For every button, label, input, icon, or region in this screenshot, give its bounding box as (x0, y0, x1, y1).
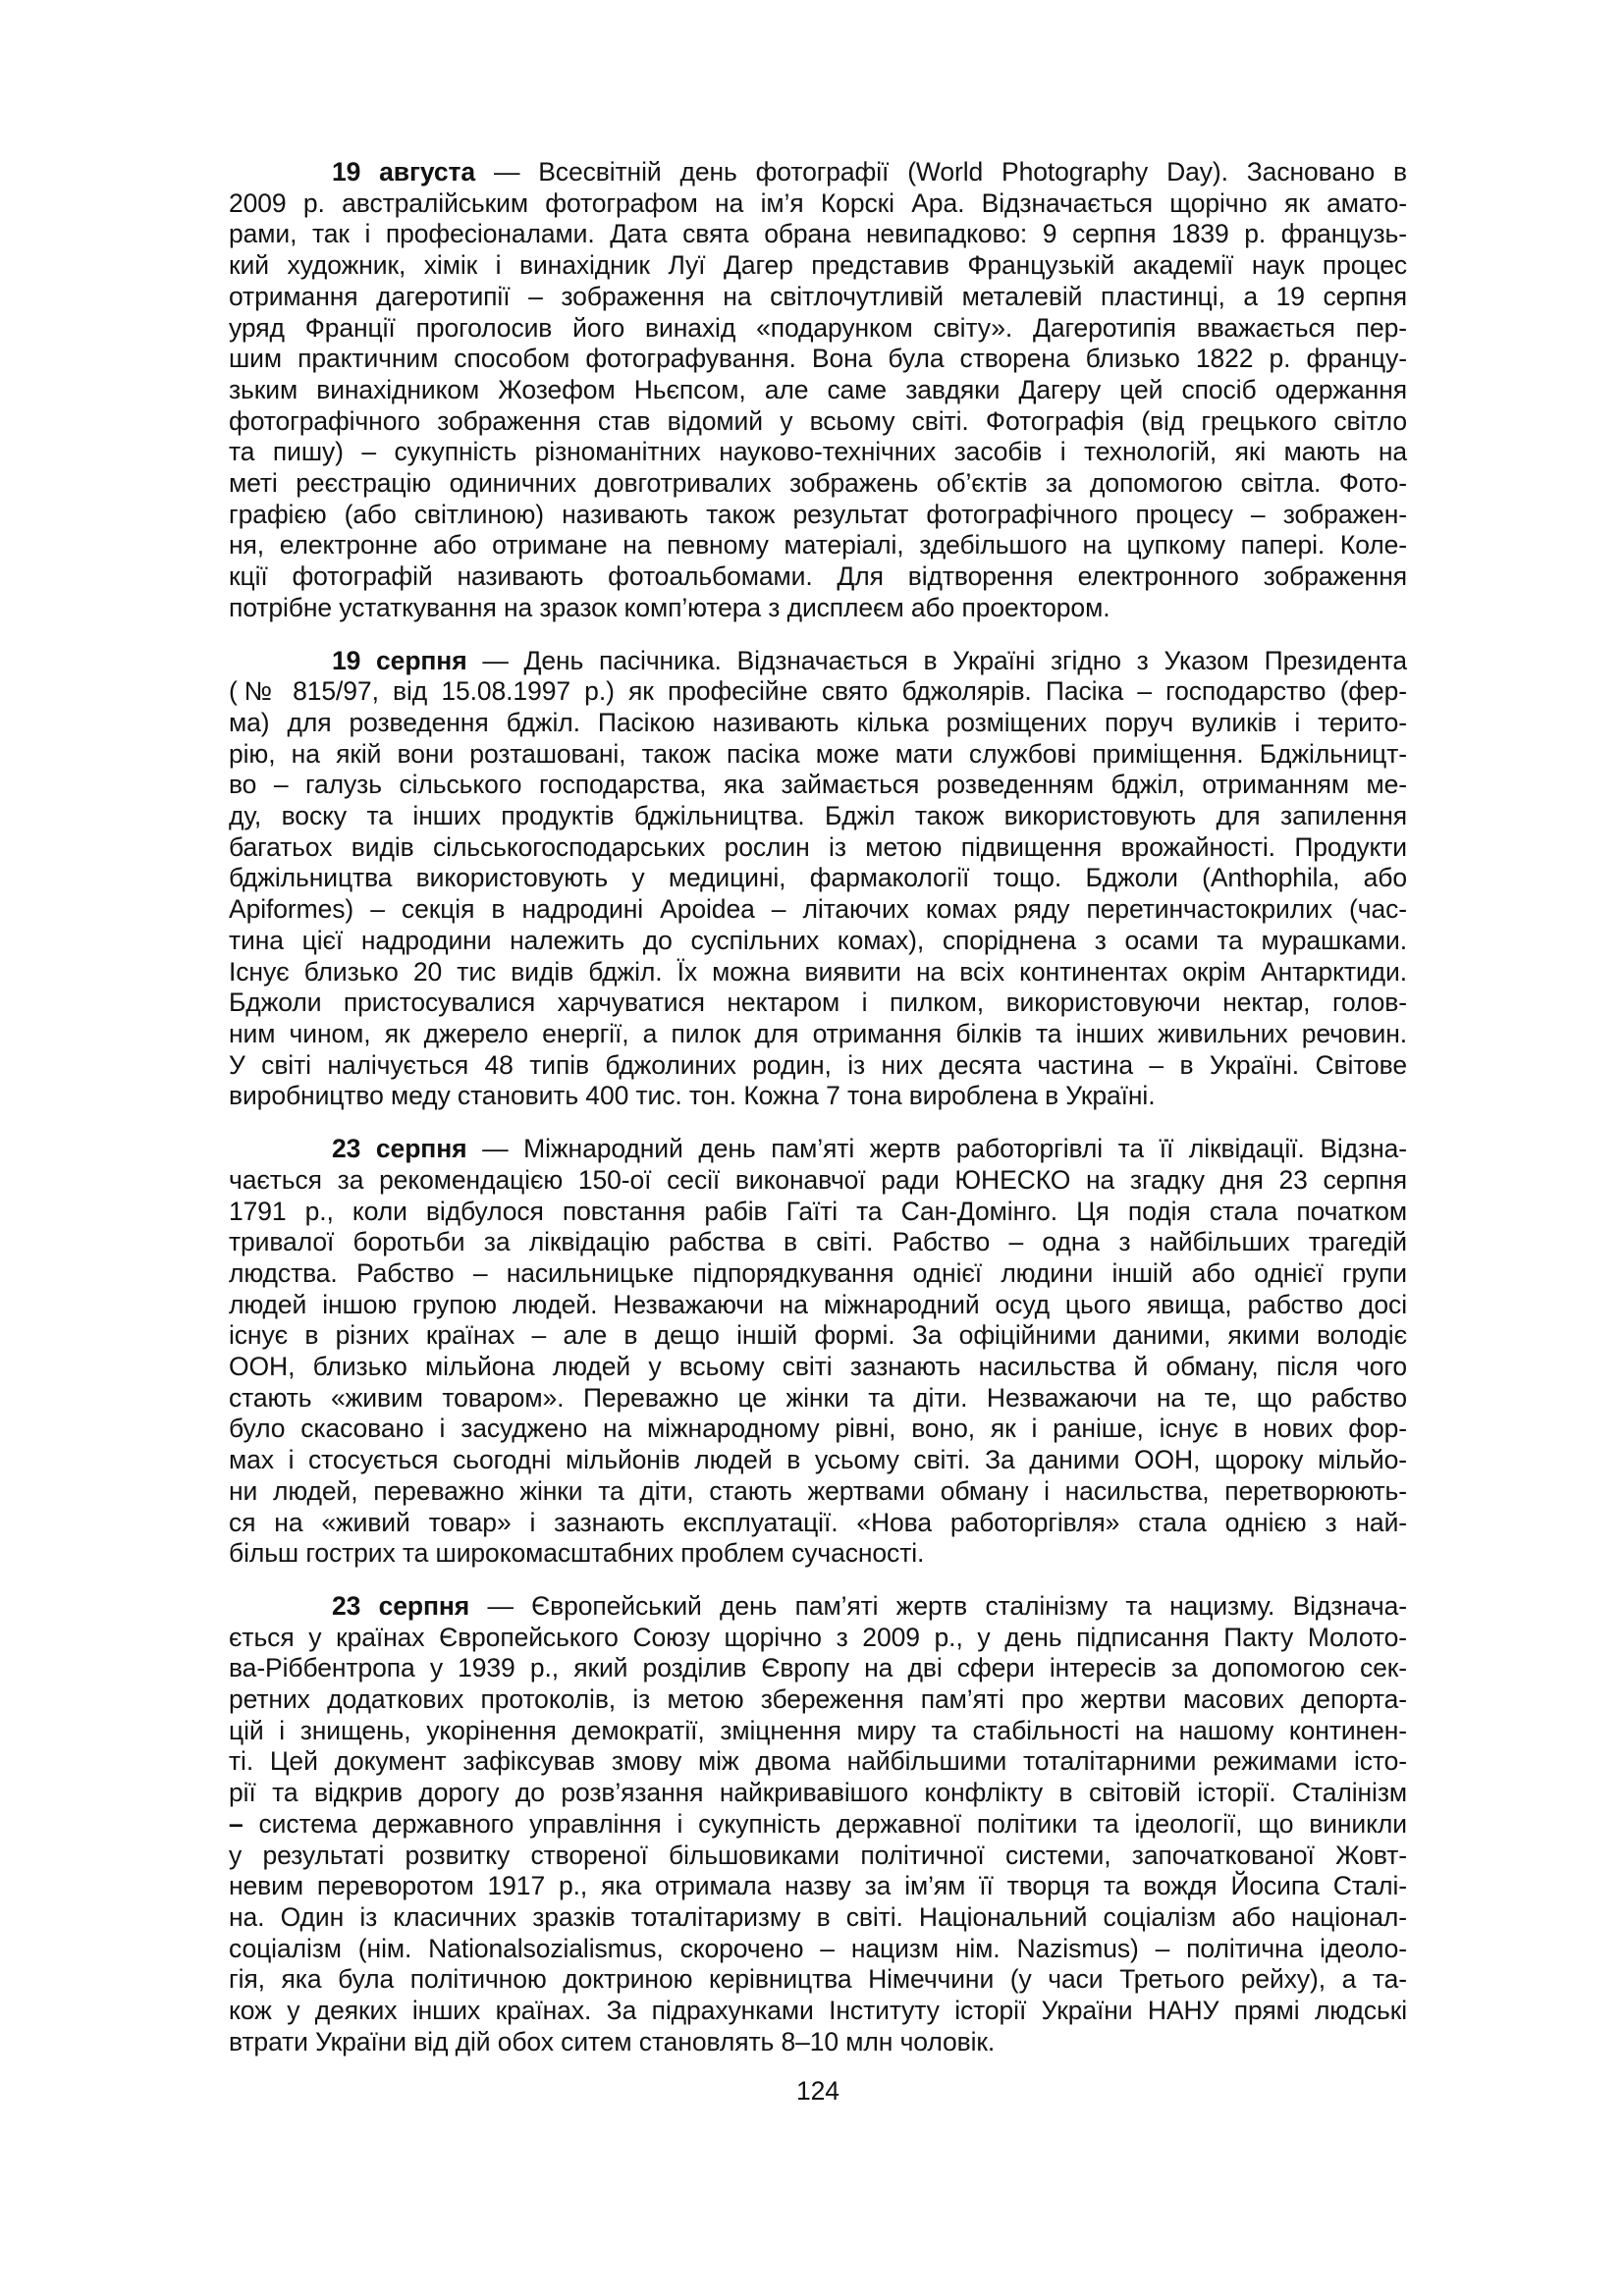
text-line: та пишу) – сукупність різноманітних науково-технічних засобів і технологій, які мають на (229, 437, 1407, 467)
text-line: багатьох видів сільськогосподарських рослин із метою підвищення врожайності. Продукти (229, 831, 1407, 862)
text-line: 2009 р. австралійським фотографом на ім’я Корскі Ара. Відзначається щорічно як амато- (229, 187, 1407, 218)
text-line: ду, воску та інших продуктів бджільництва. Бджіл також використовують для запилення (229, 801, 1407, 831)
paragraph-lead: 23 серпня (332, 1134, 467, 1164)
text-line: меті реєстрацію одиничних довготривалих зображень об’єктів за допомогою світла. Фото- (229, 468, 1407, 499)
text-line: во – галузь сільського господарства, яка займається розведенням бджіл, отриманням ме- (229, 770, 1407, 800)
document-body (229, 157, 1407, 2108)
text-line: зьким винахідником Жозефом Ньєпсом, але саме завдяки Дагеру цей спосіб одержання (229, 374, 1407, 404)
text-line: було скасовано і засуджено на міжнародному рівні, воно, як і раніше, існує в нових фор- (229, 1414, 1407, 1444)
text-line: ва-Ріббентропа у 1939 р., який розділив Європу на дві сфери інтересів за допомогою сек- (229, 1653, 1407, 1683)
text-line: цій і знищень, укорінення демократії, зміцнення миру та стабільності на нашому континен- (229, 1715, 1407, 1745)
text-line: кож у деяких інших країнах. За підрахунками Інституту історії України НАНУ прямі людські (229, 1996, 1407, 2026)
text-line: рами, так і професіоналами. Дата свята обрана невипадково: 9 серпня 1839 р. французь- (229, 219, 1407, 249)
text-line: кий художник, хімік і винахідник Луї Дагер представив Французькій академії наук процес (229, 250, 1407, 281)
text-line: 23 серпня — Міжнародний день пам’яті жертв работоргівлі та її ліквідації. Відзна- (332, 1134, 1407, 1164)
text-line: У світі налічується 48 типів бджолиних родин, із них десята частина – в Україні. Світове (229, 1049, 1407, 1080)
text-line: 23 серпня — Європейський день пам’яті жертв сталінізму та нацизму. Відзнача- (332, 1590, 1407, 1621)
text-line: ни людей, переважно жінки та діти, стають жертвами обману і насильства, перетворюють- (229, 1475, 1407, 1506)
text-line: ним чином, як джерело енергії, а пилок для отримання білків та інших живильних речовин. (229, 1018, 1407, 1048)
text-line: шим практичним способом фотографування. Вона була створена близько 1822 р. францу- (229, 344, 1407, 374)
paragraph-lead: 23 серпня (332, 1590, 470, 1621)
text-line: 19 августа — Всесвітній день фотографії (World Photography Day). Засновано в (332, 157, 1407, 187)
text-line: людства. Рабство – насильницьке підпорядкування однієї людини іншій або однієї групи (229, 1257, 1407, 1288)
text-line: ті. Цей документ зафіксував змову між двома найбільшими тоталітарними режимами істо- (229, 1746, 1407, 1777)
text-line: гія, яка була політичною доктриною керівництва Німеччини (у часи Третього рейху), а та- (229, 1964, 1407, 1995)
paragraph (229, 1591, 1407, 2058)
text-line: графією (або світлиною) називають також результат фотографічного процесу – зображен- (229, 499, 1407, 529)
paragraph (229, 646, 1407, 1113)
text-line: рії та відкрив дорогу до розв’язання найкривавішого конфлікту в світовій історії. Сталінізм (229, 1778, 1407, 1808)
paragraph-lead: 19 серпня (332, 645, 467, 675)
text-line: людей іншою групою людей. Незважаючи на міжнародний осуд цього явища, рабство досі (229, 1289, 1407, 1319)
paragraph-lead: 19 августа (332, 157, 476, 187)
text-line: Apiformes) – секція в надродині Apoidea – літаючих комах ряду перетинчастокрилих (час- (229, 894, 1407, 925)
paragraph (229, 157, 1407, 624)
text-line: отримання дагеротипії – зображення на світлочутливій металевій пластинці, а 19 серпня (229, 281, 1407, 311)
text-line: 1791 р., коли відбулося повстання рабів Гаїті та Сан-Домінго. Ця подія стала початком (229, 1196, 1407, 1226)
paragraph (229, 1134, 1407, 1570)
text-line: кції фотографій називають фотоальбомами. Для відтворення електронного зображення (229, 561, 1407, 592)
text-line: мах і стосується сьогодні мільйонів людей в усьому світі. За даними ООН, щороку мільйо- (229, 1445, 1407, 1475)
text-line: на. Один із класичних зразків тоталітаризму в світі. Національний соціалізм або націонал- (229, 1901, 1407, 1932)
paragraph-lead: – (229, 1808, 244, 1839)
text-line: рію, на якій вони розташовані, також пасіка може мати службові приміщення. Бджільницт- (229, 738, 1407, 769)
text-line: – система державного управління і сукупність державної політики та ідеології, що виникли (229, 1808, 1407, 1839)
text-line: ООН, близько мільйона людей у всьому світі зазнають насильства й обману, після чого (229, 1352, 1407, 1382)
text-line: Існує близько 20 тис видів бджіл. Їх можна виявити на всіх континентах окрім Антарктиди. (229, 956, 1407, 987)
text-line: соціалізм (нім. Nationalsozialismus, скорочено – нацизм нім. Nazismus) – політична ідеоло- (229, 1933, 1407, 1963)
page-number: 124 (796, 2076, 839, 2107)
text-line: (№ 815/97, від 15.08.1997 р.) як професійне свято бджолярів. Пасіка – господарство (фер- (229, 676, 1407, 707)
text-line: бджільництва використовують у медицині, фармакології тощо. Бджоли (Anthophila, або (229, 863, 1407, 893)
text-line: ється у країнах Європейського Союзу щорічно з 2009 р., у день підписання Пакту Молото- (229, 1622, 1407, 1652)
text-line: чається за рекомендацією 150-ої сесії виконавчої ради ЮНЕСКО на згадку дня 23 серпня (229, 1164, 1407, 1195)
text-line: існує в різних країнах – але в дещо іншій формі. За офіційними даними, якими володіє (229, 1320, 1407, 1351)
text-line: 19 серпня — День пасічника. Відзначається в Україні згідно з Указом Президента (332, 645, 1407, 675)
text-line: ня, електронне або отримане на певному матеріалі, здебільшого на цупкому папері. Коле- (229, 530, 1407, 561)
text-line: ретних додаткових протоколів, із метою збереження пам’яті про жертви масових депорта- (229, 1684, 1407, 1715)
text-line: ся на «живий товар» і зазнають експлуатації. «Нова работоргівля» стала однією з най- (229, 1507, 1407, 1537)
text-line: виробництво меду становить 400 тис. тон. Кожна 7 тона вироблена в Україні. (229, 1081, 1156, 1111)
text-line: уряд Франції проголосив його винахід «подарунком світу». Дагеротипія вважається пер- (229, 312, 1407, 343)
text-line: втрати України від дій обох ситем становлять 8–10 млн чоловік. (229, 2026, 996, 2056)
text-line: ма) для розведення бджіл. Пасікою називають кілька розміщених поруч вуликів і терито- (229, 707, 1407, 737)
text-line: стають «живим товаром». Переважно це жінки та діти. Незважаючи на те, що рабство (229, 1382, 1407, 1413)
text-line: тривалої боротьби за ліквідацію рабства в світі. Рабство – одна з найбільших трагедій (229, 1227, 1407, 1257)
text-line: фотографічного зображення став відомий у всьому світі. Фотографія (від грецького світло (229, 405, 1407, 436)
text-line: більш гострих та широкомасштабних проблем сучасності. (229, 1538, 925, 1569)
text-line: Бджоли пристосувалися харчуватися нектаром і пилком, використовуючи нектар, голов- (229, 988, 1407, 1018)
text-line: невим переворотом 1917 р., яка отримала назву за ім’ям її творця та вождя Йосипа Сталі- (229, 1871, 1407, 1901)
text-line: у результаті розвитку створеної більшовиками політичної системи, започаткованої Жовт- (229, 1840, 1407, 1870)
text-line: тина цієї надродини належить до суспільних комах), споріднена з осами та мурашками. (229, 925, 1407, 955)
text-line: потрібне устаткування на зразок комп’ютера з дисплеєм або проектором. (229, 592, 1110, 622)
